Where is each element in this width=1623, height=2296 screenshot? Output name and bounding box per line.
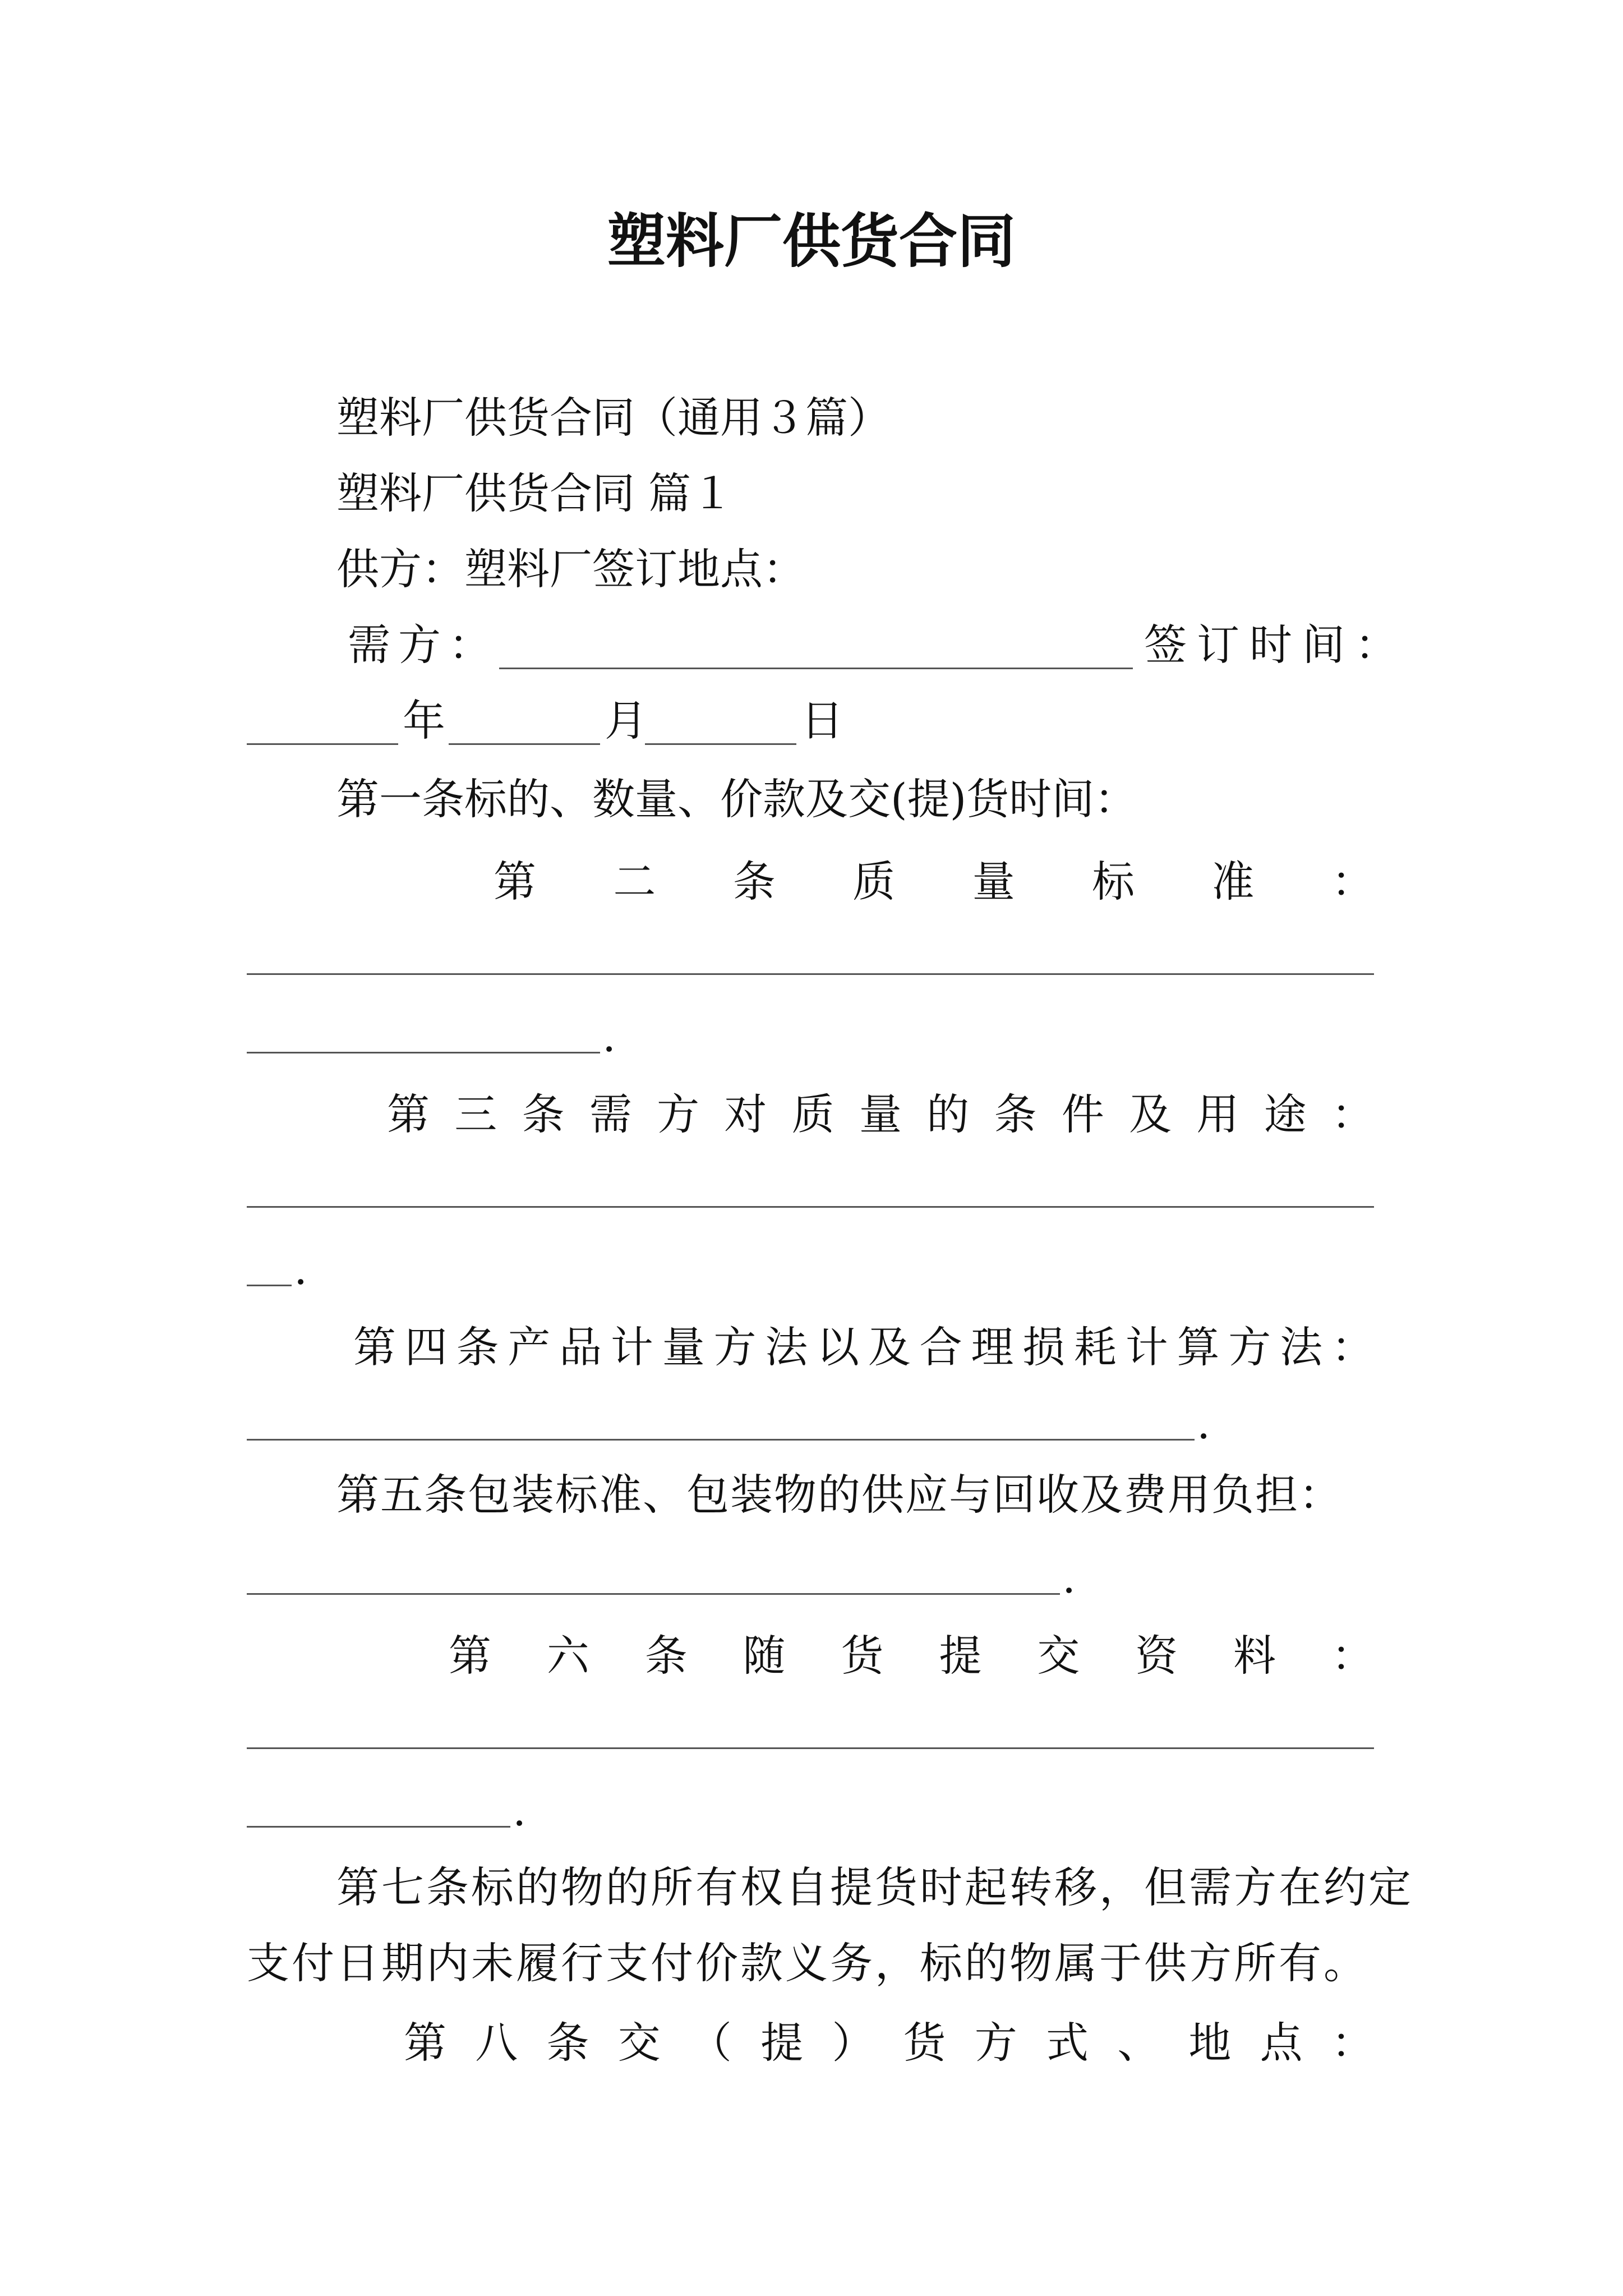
article-3-blank-line-2 — [247, 1285, 292, 1286]
article-3 — [387, 1080, 1374, 1142]
article-8-char: ） — [832, 2017, 875, 2068]
article-3-char: 需 — [589, 1089, 632, 1139]
article-3-char: 对 — [724, 1089, 767, 1139]
article-4-period: . — [1197, 1398, 1211, 1448]
document-title: 塑料厂供货合同 — [607, 207, 1016, 275]
article-4-char: 方 — [713, 1322, 757, 1372]
year-blank — [247, 743, 398, 745]
article-3-char: 及 — [1129, 1089, 1172, 1139]
article-8-char: 第 — [404, 2017, 446, 2068]
article-3-blank-line-1 — [247, 1206, 1374, 1208]
document-subtitle: 塑料厂供货合同（通用３篇） — [336, 393, 891, 443]
article-4-char: 合 — [919, 1322, 962, 1372]
article-4-char: 以 — [817, 1322, 860, 1372]
article-4-char: 计 — [610, 1322, 653, 1372]
article-4-char: ： — [1331, 1322, 1374, 1372]
article-8-char: 方 — [974, 2017, 1017, 2068]
article-6-period: . — [513, 1786, 527, 1835]
article-3-char: 三 — [454, 1089, 497, 1139]
article-6 — [449, 1621, 1374, 1683]
month-blank — [449, 743, 600, 745]
article-4-char: 理 — [971, 1322, 1014, 1372]
article-4-char: 计 — [1125, 1322, 1168, 1372]
article-3-char: ： — [1331, 1089, 1374, 1139]
article-2-blank-line-2 — [247, 1052, 600, 1053]
article-3-char: 质 — [791, 1089, 834, 1139]
article-8-char: 地 — [1188, 2017, 1232, 2068]
article-6-char: 资 — [1135, 1630, 1178, 1681]
article-4 — [353, 1313, 1374, 1374]
article-4-char: 耗 — [1073, 1322, 1117, 1372]
article-6-char: 提 — [939, 1630, 982, 1681]
article-7-line-1: 第七条标的物的所有权自提货时起转移，但需方在约定 — [336, 1862, 1413, 1912]
article-2-blank-line-1 — [247, 973, 1374, 975]
article-6-char: ： — [1331, 1630, 1374, 1681]
article-8-char: 条 — [546, 2017, 589, 2068]
article-4-char: 产 — [508, 1322, 551, 1372]
article-3-char: 件 — [1061, 1089, 1104, 1139]
supplier-line: 供方：塑料厂签订地点： — [336, 544, 805, 594]
article-5-blank — [247, 1593, 1060, 1595]
article-6-char: 条 — [644, 1630, 688, 1681]
article-8-char: 、 — [1117, 2017, 1160, 2068]
day-label: 日 — [801, 696, 843, 746]
article-8-char: 货 — [903, 2017, 946, 2068]
article-2 — [494, 847, 1374, 909]
article-2-char: 第 — [494, 856, 536, 907]
article-2-char: 质 — [852, 856, 896, 907]
article-3-char: 量 — [859, 1089, 902, 1139]
article-3-period: . — [294, 1244, 308, 1294]
article-4-char: 量 — [662, 1322, 705, 1372]
article-3-char: 条 — [522, 1089, 565, 1139]
article-3-char: 用 — [1196, 1089, 1239, 1139]
article-3-char: 途 — [1264, 1089, 1307, 1139]
article-2-char: 条 — [732, 856, 776, 907]
article-3-char: 的 — [926, 1089, 970, 1139]
sign-time-label: 签订时间： — [1144, 620, 1408, 670]
article-2-char: 准 — [1211, 856, 1255, 907]
article-8-char: （ — [689, 2017, 732, 2068]
article-6-char: 第 — [449, 1630, 491, 1681]
article-4-char: 四 — [404, 1322, 448, 1372]
article-6-blank-line-1 — [247, 1747, 1374, 1749]
article-8-char: 点 — [1260, 2017, 1303, 2068]
article-3-char: 方 — [657, 1089, 700, 1139]
article-6-char: 随 — [743, 1630, 786, 1681]
buyer-blank — [499, 668, 1133, 669]
article-8-char: 式 — [1045, 2017, 1089, 2068]
article-8-char: 提 — [760, 2017, 804, 2068]
month-label: 月 — [605, 696, 647, 746]
article-3-char: 第 — [387, 1089, 430, 1139]
article-4-char: 品 — [559, 1322, 602, 1372]
article-2-char: 标 — [1092, 856, 1135, 907]
section-heading: 塑料厂供货合同 篇１ — [336, 468, 734, 518]
article-4-char: 损 — [1022, 1322, 1066, 1372]
article-8 — [404, 2008, 1374, 2070]
article-2-char: 量 — [972, 856, 1015, 907]
article-6-char: 货 — [841, 1630, 884, 1681]
article-3-char: 条 — [994, 1089, 1037, 1139]
article-4-char: 及 — [868, 1322, 911, 1372]
article-4-char: 第 — [353, 1322, 396, 1372]
article-6-char: 交 — [1037, 1630, 1080, 1681]
article-6-char: 六 — [546, 1630, 589, 1681]
article-6-char: 料 — [1233, 1630, 1276, 1681]
day-blank — [645, 743, 796, 745]
article-4-char: 条 — [456, 1322, 499, 1372]
article-4-char: 方 — [1228, 1322, 1271, 1372]
article-8-char: 交 — [617, 2017, 661, 2068]
article-8-char: ： — [1331, 2017, 1374, 2068]
article-5: 第五条包装标准、包装物的供应与回收及费用负担： — [336, 1470, 1343, 1520]
article-5-period: . — [1062, 1553, 1076, 1603]
article-4-blank — [247, 1439, 1195, 1441]
article-4-char: 法 — [765, 1322, 808, 1372]
article-2-period: . — [602, 1011, 616, 1061]
article-2-char: ： — [1331, 856, 1374, 907]
article-6-blank-line-2 — [247, 1826, 510, 1828]
article-4-char: 法 — [1280, 1322, 1323, 1372]
article-1: 第一条标的、数量、价款及交(提)货时间： — [336, 774, 1137, 824]
article-7-line-2: 支付日期内未履行支付价款义务，标的物属于供方所有。 — [247, 1938, 1368, 1988]
article-2-char: 二 — [613, 856, 656, 907]
article-4-char: 算 — [1177, 1322, 1220, 1372]
buyer-label: 需方： — [348, 620, 499, 670]
year-label: 年 — [403, 696, 445, 746]
article-8-char: 八 — [475, 2017, 518, 2068]
